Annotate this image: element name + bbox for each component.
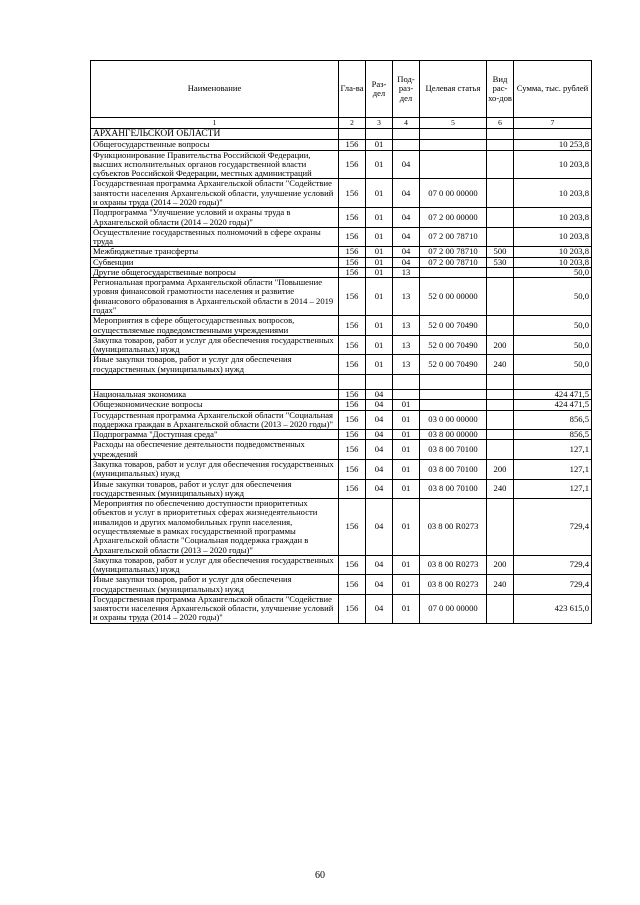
row-chapter: 156 — [339, 575, 366, 595]
row-sum: 424 471,5 — [514, 400, 592, 410]
row-name: Подпрограмма "Улучшение условий и охраны труда в Архангельской области (2014 – 2020 годы)" — [91, 208, 339, 228]
row-section: 01 — [366, 227, 393, 247]
row-expense-type: 530 — [487, 257, 514, 267]
row-section: 04 — [366, 390, 393, 400]
table-row — [91, 390, 592, 400]
row-chapter: 156 — [339, 479, 366, 499]
row-sum: 10 253,8 — [514, 140, 592, 150]
header-name: Наименование — [91, 61, 339, 118]
column-number-row — [91, 118, 592, 129]
row-target-article: 07 2 00 78710 — [420, 257, 487, 267]
row-chapter — [339, 129, 366, 140]
row-sum: 50,0 — [514, 267, 592, 277]
row-name: АРХАНГЕЛЬСКОЙ ОБЛАСТИ — [91, 129, 339, 140]
table-row — [91, 179, 592, 208]
table-row — [91, 208, 592, 228]
row-target-article — [420, 375, 487, 390]
row-section: 01 — [366, 335, 393, 355]
row-target-article — [420, 267, 487, 277]
row-name: Осуществление государственных полномочий в сфере охраны труда — [91, 227, 339, 247]
row-chapter: 156 — [339, 247, 366, 257]
row-sum: 50,0 — [514, 278, 592, 316]
table-row — [91, 459, 592, 479]
row-expense-type — [487, 129, 514, 140]
row-section: 01 — [366, 316, 393, 336]
row-section: 04 — [366, 410, 393, 430]
row-section: 01 — [366, 278, 393, 316]
row-name: Расходы на обеспечение деятельности подведомственных учреждений — [91, 440, 339, 460]
column-number: 1 — [91, 118, 339, 129]
row-target-article: 52 0 00 70490 — [420, 335, 487, 355]
row-sum: 10 203,8 — [514, 150, 592, 179]
row-subsection: 13 — [393, 335, 420, 355]
row-expense-type — [487, 179, 514, 208]
row-name: Общегосударственные вопросы — [91, 140, 339, 150]
row-subsection: 13 — [393, 267, 420, 277]
table-row — [91, 316, 592, 336]
row-chapter: 156 — [339, 179, 366, 208]
table-row — [91, 410, 592, 430]
table-row — [91, 227, 592, 247]
row-expense-type — [487, 140, 514, 150]
row-sum — [514, 129, 592, 140]
row-sum: 424 471,5 — [514, 390, 592, 400]
row-expense-type: 200 — [487, 459, 514, 479]
row-section: 01 — [366, 150, 393, 179]
row-name: Закупка товаров, работ и услуг для обеспечения государственных (муниципальных) нужд — [91, 335, 339, 355]
row-expense-type: 200 — [487, 555, 514, 575]
row-target-article — [420, 400, 487, 410]
row-name: Закупка товаров, работ и услуг для обеспечения государственных (муниципальных) нужд — [91, 555, 339, 575]
row-name: Иные закупки товаров, работ и услуг для обеспечения государственных (муниципальных) нужд — [91, 479, 339, 499]
row-sum: 729,4 — [514, 499, 592, 556]
row-subsection: 01 — [393, 499, 420, 556]
row-section: 04 — [366, 440, 393, 460]
row-section: 04 — [366, 499, 393, 556]
row-subsection: 01 — [393, 594, 420, 623]
row-subsection: 01 — [393, 400, 420, 410]
row-sum: 127,1 — [514, 459, 592, 479]
row-subsection: 04 — [393, 179, 420, 208]
row-subsection — [393, 390, 420, 400]
header-target-article: Целевая статья — [420, 61, 487, 118]
table-row — [91, 555, 592, 575]
row-expense-type — [487, 208, 514, 228]
row-subsection — [393, 140, 420, 150]
row-section: 04 — [366, 459, 393, 479]
row-sum: 10 203,8 — [514, 247, 592, 257]
table-row — [91, 247, 592, 257]
row-target-article — [420, 150, 487, 179]
row-target-article: 03 8 00 R0273 — [420, 575, 487, 595]
row-sum: 50,0 — [514, 355, 592, 375]
row-target-article: 03 0 00 00000 — [420, 410, 487, 430]
row-subsection: 04 — [393, 257, 420, 267]
row-target-article: 03 8 00 70100 — [420, 440, 487, 460]
row-sum: 10 203,8 — [514, 208, 592, 228]
table-row — [91, 129, 592, 140]
row-section: 01 — [366, 267, 393, 277]
row-name: Мероприятия в сфере общегосударственных вопросов, осуществляемые подведомственными учреждениями — [91, 316, 339, 336]
row-name: Иные закупки товаров, работ и услуг для обеспечения государственных (муниципальных) нужд — [91, 355, 339, 375]
row-name: Функционирование Правительства Российской Федерации, высших исполнительных органов государственной власти субъектов Российской Федерации, местных администраций — [91, 150, 339, 179]
row-chapter: 156 — [339, 140, 366, 150]
row-name: Региональная программа Архангельской области "Повышение уровня финансовой грамотности населения и развитие финансового образования в Архангельской области в 2014 – 2019 годах" — [91, 278, 339, 316]
row-target-article: 03 8 00 R0273 — [420, 499, 487, 556]
row-target-article: 07 0 00 00000 — [420, 594, 487, 623]
row-subsection: 04 — [393, 150, 420, 179]
row-chapter: 156 — [339, 594, 366, 623]
row-section: 01 — [366, 355, 393, 375]
row-target-article: 07 2 00 78710 — [420, 247, 487, 257]
row-subsection: 01 — [393, 459, 420, 479]
table-row — [91, 257, 592, 267]
table-row — [91, 335, 592, 355]
row-sum: 10 203,8 — [514, 179, 592, 208]
row-expense-type — [487, 278, 514, 316]
table-row — [91, 140, 592, 150]
row-target-article — [420, 140, 487, 150]
table-row — [91, 375, 592, 390]
row-subsection: 04 — [393, 227, 420, 247]
row-section: 04 — [366, 575, 393, 595]
row-sum: 10 203,8 — [514, 257, 592, 267]
row-subsection — [393, 375, 420, 390]
row-chapter: 156 — [339, 440, 366, 460]
row-section: 01 — [366, 247, 393, 257]
row-subsection: 04 — [393, 208, 420, 228]
row-name: Подпрограмма "Доступная среда" — [91, 430, 339, 440]
row-section: 04 — [366, 555, 393, 575]
row-name: Межбюджетные трансферты — [91, 247, 339, 257]
row-name: Общеэкономические вопросы — [91, 400, 339, 410]
row-expense-type — [487, 440, 514, 460]
row-section — [366, 375, 393, 390]
row-subsection: 13 — [393, 316, 420, 336]
row-chapter: 156 — [339, 459, 366, 479]
budget-table — [90, 60, 592, 624]
row-chapter: 156 — [339, 278, 366, 316]
row-target-article — [420, 129, 487, 140]
row-target-article: 07 2 00 00000 — [420, 208, 487, 228]
row-target-article: 03 8 00 00000 — [420, 430, 487, 440]
row-section: 01 — [366, 140, 393, 150]
row-chapter: 156 — [339, 227, 366, 247]
row-chapter: 156 — [339, 390, 366, 400]
table-row — [91, 278, 592, 316]
table-row — [91, 267, 592, 277]
row-target-article: 52 0 00 70490 — [420, 316, 487, 336]
table-row — [91, 479, 592, 499]
row-section: 01 — [366, 257, 393, 267]
row-sum: 127,1 — [514, 440, 592, 460]
row-name: Государственная программа Архангельской области "Социальная поддержка граждан в Архангельской области (2013 – 2020 годы)" — [91, 410, 339, 430]
row-expense-type — [487, 375, 514, 390]
row-subsection: 01 — [393, 555, 420, 575]
row-chapter: 156 — [339, 267, 366, 277]
row-sum: 856,5 — [514, 410, 592, 430]
row-chapter: 156 — [339, 150, 366, 179]
row-subsection: 01 — [393, 430, 420, 440]
header-subsection: Под-раз-дел — [393, 61, 420, 118]
row-section: 04 — [366, 430, 393, 440]
row-name: Национальная экономика — [91, 390, 339, 400]
row-name: Мероприятия по обеспечению доступности приоритетных объектов и услуг в приоритетных сферах жизнедеятельности инвалидов и других маломобильных групп населения, осуществляемые в рамках государственной программы Архангельской области "Социальная поддержка граждан в Архангельской области (2013 – 2020 годы)" — [91, 499, 339, 556]
row-expense-type — [487, 410, 514, 430]
row-target-article — [420, 390, 487, 400]
row-sum: 127,1 — [514, 479, 592, 499]
row-name: Субвенции — [91, 257, 339, 267]
row-sum: 50,0 — [514, 335, 592, 355]
table-row — [91, 575, 592, 595]
row-target-article: 03 8 00 70100 — [420, 459, 487, 479]
row-expense-type: 500 — [487, 247, 514, 257]
row-expense-type — [487, 316, 514, 336]
row-sum: 10 203,8 — [514, 227, 592, 247]
row-expense-type — [487, 267, 514, 277]
row-section: 04 — [366, 479, 393, 499]
row-section — [366, 129, 393, 140]
row-expense-type: 240 — [487, 479, 514, 499]
row-target-article: 03 8 00 R0273 — [420, 555, 487, 575]
table-row — [91, 594, 592, 623]
row-subsection: 01 — [393, 575, 420, 595]
table-header-row — [91, 61, 592, 118]
row-chapter: 156 — [339, 316, 366, 336]
page-number: 60 — [315, 870, 325, 881]
row-target-article: 52 0 00 00000 — [420, 278, 487, 316]
row-expense-type — [487, 400, 514, 410]
row-sum: 729,4 — [514, 555, 592, 575]
header-sum: Сумма, тыс. рублей — [514, 61, 592, 118]
header-chapter: Гла-ва — [339, 61, 366, 118]
row-expense-type — [487, 430, 514, 440]
row-chapter — [339, 375, 366, 390]
table-row — [91, 440, 592, 460]
row-sum — [514, 375, 592, 390]
table-row — [91, 355, 592, 375]
row-sum: 729,4 — [514, 575, 592, 595]
row-chapter: 156 — [339, 555, 366, 575]
table-row — [91, 150, 592, 179]
row-sum: 50,0 — [514, 316, 592, 336]
row-sum: 856,5 — [514, 430, 592, 440]
row-chapter: 156 — [339, 430, 366, 440]
table-row — [91, 499, 592, 556]
row-chapter: 156 — [339, 400, 366, 410]
row-expense-type — [487, 227, 514, 247]
row-target-article: 07 2 00 78710 — [420, 227, 487, 247]
column-number: 3 — [366, 118, 393, 129]
row-section: 01 — [366, 208, 393, 228]
row-target-article: 52 0 00 70490 — [420, 355, 487, 375]
header-section: Раз-дел — [366, 61, 393, 118]
row-chapter: 156 — [339, 335, 366, 355]
row-chapter: 156 — [339, 499, 366, 556]
row-expense-type: 240 — [487, 355, 514, 375]
row-target-article: 03 8 00 70100 — [420, 479, 487, 499]
row-expense-type: 200 — [487, 335, 514, 355]
row-target-article: 07 0 00 00000 — [420, 179, 487, 208]
row-chapter: 156 — [339, 355, 366, 375]
column-number: 4 — [393, 118, 420, 129]
row-subsection: 13 — [393, 278, 420, 316]
header-expense-type: Вид рас-хо-дов — [487, 61, 514, 118]
row-name: Иные закупки товаров, работ и услуг для обеспечения государственных (муниципальных) нужд — [91, 575, 339, 595]
row-section: 04 — [366, 594, 393, 623]
row-expense-type — [487, 390, 514, 400]
row-expense-type — [487, 150, 514, 179]
row-name: Государственная программа Архангельской области "Содействие занятости населения Архангельской области, улучшение условий и охраны труда (2014 – 2020 годы)" — [91, 594, 339, 623]
row-subsection: 01 — [393, 410, 420, 430]
row-expense-type: 240 — [487, 575, 514, 595]
row-section: 01 — [366, 179, 393, 208]
table-body — [91, 129, 592, 624]
table-row — [91, 430, 592, 440]
column-number: 6 — [487, 118, 514, 129]
row-section: 04 — [366, 400, 393, 410]
row-name: Закупка товаров, работ и услуг для обеспечения государственных (муниципальных) нужд — [91, 459, 339, 479]
column-number: 5 — [420, 118, 487, 129]
column-number: 2 — [339, 118, 366, 129]
row-expense-type — [487, 499, 514, 556]
row-chapter: 156 — [339, 208, 366, 228]
row-subsection: 01 — [393, 479, 420, 499]
row-name: Государственная программа Архангельской области "Содействие занятости населения Архангельской области, улучшение условий и охраны труда (2014 – 2020 годы)" — [91, 179, 339, 208]
row-name — [91, 375, 339, 390]
row-chapter: 156 — [339, 257, 366, 267]
row-subsection: 01 — [393, 440, 420, 460]
row-subsection: 04 — [393, 247, 420, 257]
column-number: 7 — [514, 118, 592, 129]
row-subsection: 13 — [393, 355, 420, 375]
table-row — [91, 400, 592, 410]
row-sum: 423 615,0 — [514, 594, 592, 623]
row-chapter: 156 — [339, 410, 366, 430]
row-expense-type — [487, 594, 514, 623]
row-name: Другие общегосударственные вопросы — [91, 267, 339, 277]
row-subsection — [393, 129, 420, 140]
